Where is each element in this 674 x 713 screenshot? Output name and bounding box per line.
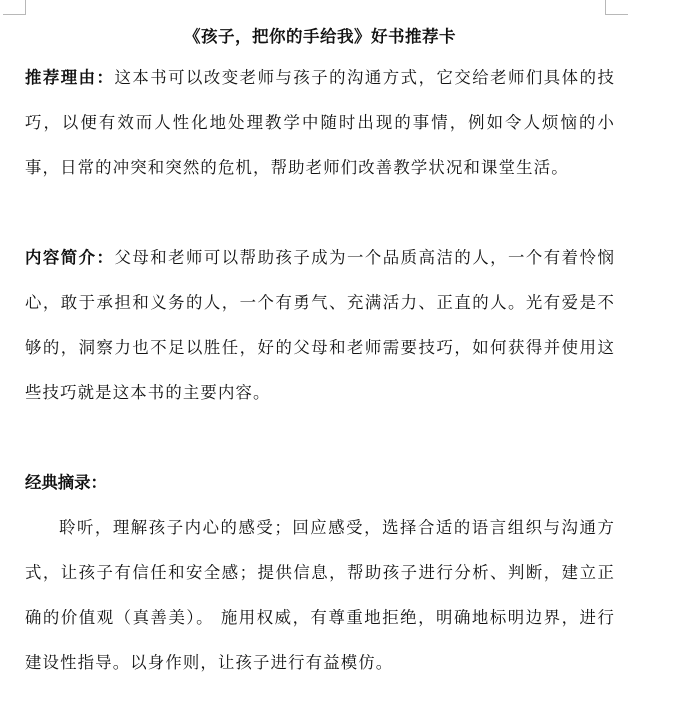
recommendation-reason-text: 这本书可以改变老师与孩子的沟通方式，它交给老师们具体的技巧，以便有效而人性化地处理教学中随时出现的事情，例如令人烦恼的小事，日常的冲突和突然的危机，帮助老师们改善教学状况和课堂生活。 (25, 68, 616, 177)
recommendation-reason-label: 推荐理由： (25, 68, 115, 87)
blank-line (25, 190, 615, 235)
document-title: 《孩子，把你的手给我》好书推荐卡 (184, 27, 456, 46)
content-summary-paragraph (25, 235, 615, 415)
content-summary-label: 内容简介： (25, 248, 115, 267)
document-page (25, 0, 615, 685)
classic-excerpt-label: 经典摘录： (25, 473, 107, 492)
recommendation-reason-paragraph (25, 55, 615, 190)
content-summary-text: 父母和老师可以帮助孩子成为一个品质高洁的人，一个有着怜悯心，敢于承担和义务的人，一个有勇气、充满活力、正直的人。光有爱是不够的，洞察力也不足以胜任，好的父母和老师需要技巧，如何获得并使用这些技巧就是这本书的主要内容。 (25, 248, 616, 402)
blank-line (25, 415, 615, 460)
page-corner-mark-left (3, 0, 26, 15)
classic-excerpt-text: 聆听，理解孩子内心的感受；回应感受，选择合适的语言组织与沟通方式，让孩子有信任和安全感；提供信息，帮助孩子进行分析、判断，建立正确的价值观（真善美）。 施用权威，有尊重地拒绝，明确地标明边界，进行建设性指导。以身作则，让孩子进行有益模仿。 (25, 518, 615, 672)
